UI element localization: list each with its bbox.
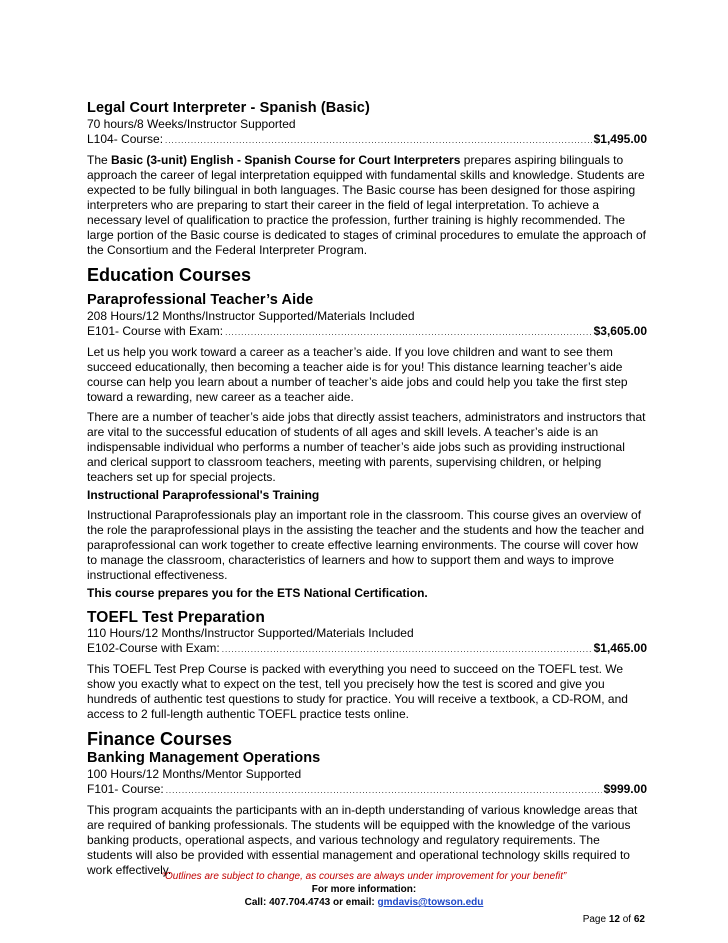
desc-bold: Basic (3-unit) English - Spanish Course for Court Interpreters [111,153,461,167]
course-meta: 70 hours/8 Weeks/Instructor Supported [87,117,296,131]
course-description: This TOEFL Test Prep Course is packed with everything you need to succeed on the TOEFL test. We show you exactly what to expect on the test, tell you precisely how the test is scored and give you hundreds of authentic test questions to study for practice. You will receive a textbook, a CD-ROM, and access to 2 full-length authentic TOEFL practice tests online. [87,662,628,721]
subheading-training: Instructional Paraprofessional's Training [87,488,320,502]
footer-more-info: For more information: [311,884,417,895]
course-price: $1,495.00 [593,132,647,146]
dot-leader [225,324,592,340]
course-title-banking: Banking Management Operations [87,750,321,766]
dot-leader [222,641,592,657]
course-price: $3,605.00 [593,324,647,338]
page-prefix: Page [582,914,609,925]
course-title-toefl: TOEFL Test Preparation [87,609,265,626]
page-content [87,100,647,878]
page-of: of [619,914,634,925]
course-price-row [87,324,647,340]
course-price-row [87,132,647,148]
page-total: 62 [633,914,645,925]
course-meta: 110 Hours/12 Months/Instructor Supported/Materials Included [87,626,414,640]
course-description: There are a number of teacher’s aide jobs that directly assist teachers, administrators and instructors that are vital to the successful education of students of all ages and skill levels. A teacher’s aide is an indispensable individual who performs a number of teacher’s aide jobs such as providing instructional and clerical support to classroom teachers, meeting with parents, supervising children, or helping teachers set up for special projects. [87,410,646,484]
course-description: This program acquaints the participants with an in-depth understanding of various knowledge areas that are required of banking professionals. The students will be equipped with the knowledge of the various banking products, operational aspects, and various technology and regulatory requirements. The students will also be provided with essential management and operational technology skills required to work effectively. [87,803,638,877]
course-code-label: E102-Course with Exam: [87,641,220,655]
course-title-legal-interpreter: Legal Court Interpreter - Spanish (Basic) [87,100,370,116]
section-heading-finance: Finance Courses [87,729,233,749]
course-description: Let us help you work toward a career as a teacher’s aide. If you love children and want to see them succeed educationally, then becoming a teacher aide is for you! This distance learning teacher’s aide course can help you learn about a number of teacher’s aide jobs and could help you take the first step toward a rewarding, new career as a teacher aide. [87,345,628,404]
desc-post: prepares aspiring bilinguals to approach the career of legal interpretation equipped with fundamental skills and knowledge. Students are expected to be fully bilingual in both languages. The Basic course has been designed for those aspiring interpreters who are preparing to start their career in the field of legal interpretation. To achieve a necessary level of qualification to practice the profession, further training is highly recommended. The large portion of the Basic course is dedicated to stages of criminal procedures to emulate the approach of the Consortium and the Federal Interpreter Program. [87,153,646,257]
course-description [87,153,647,258]
course-price: $1,465.00 [593,641,647,655]
course-meta: 208 Hours/12 Months/Instructor Supported/Materials Included [87,309,415,323]
course-code-label: F101- Course: [87,782,164,796]
email-link[interactable]: gmdavis@towson.edu [377,897,484,908]
dot-leader [166,782,602,798]
course-meta: 100 Hours/12 Months/Mentor Supported [87,767,302,781]
course-price-row [87,641,647,657]
page-number [583,914,645,925]
section-heading-education: Education Courses [87,265,252,285]
footer-contact [0,896,728,909]
footer-contact-text: Call: 407.704.4743 or email: [244,897,378,908]
course-title-teachers-aide: Paraprofessional Teacher’s Aide [87,292,314,308]
dot-leader [165,132,592,148]
desc-pre: The [87,153,112,167]
course-code-label: L104- Course: [87,132,164,146]
course-price-row [87,782,647,798]
course-code-label: E101- Course with Exam: [87,324,224,338]
course-price: $999.00 [603,782,647,796]
page-footer [0,870,728,909]
footer-disclaimer: “Outlines are subject to change, as courses are always under improvement for your benefit” [161,871,567,882]
course-description: Instructional Paraprofessionals play an important role in the classroom. This course gives an overview of the role the paraprofessional plays in the assisting the teacher and the students and how the teacher and paraprofessional can work together to create effective learning environments. The course will cover how to manage the classroom, characteristics of learners and how to support them and ways to improve instructional effectiveness. [87,508,645,582]
page-current: 12 [608,914,620,925]
certification-note: This course prepares you for the ETS National Certification. [87,586,428,600]
